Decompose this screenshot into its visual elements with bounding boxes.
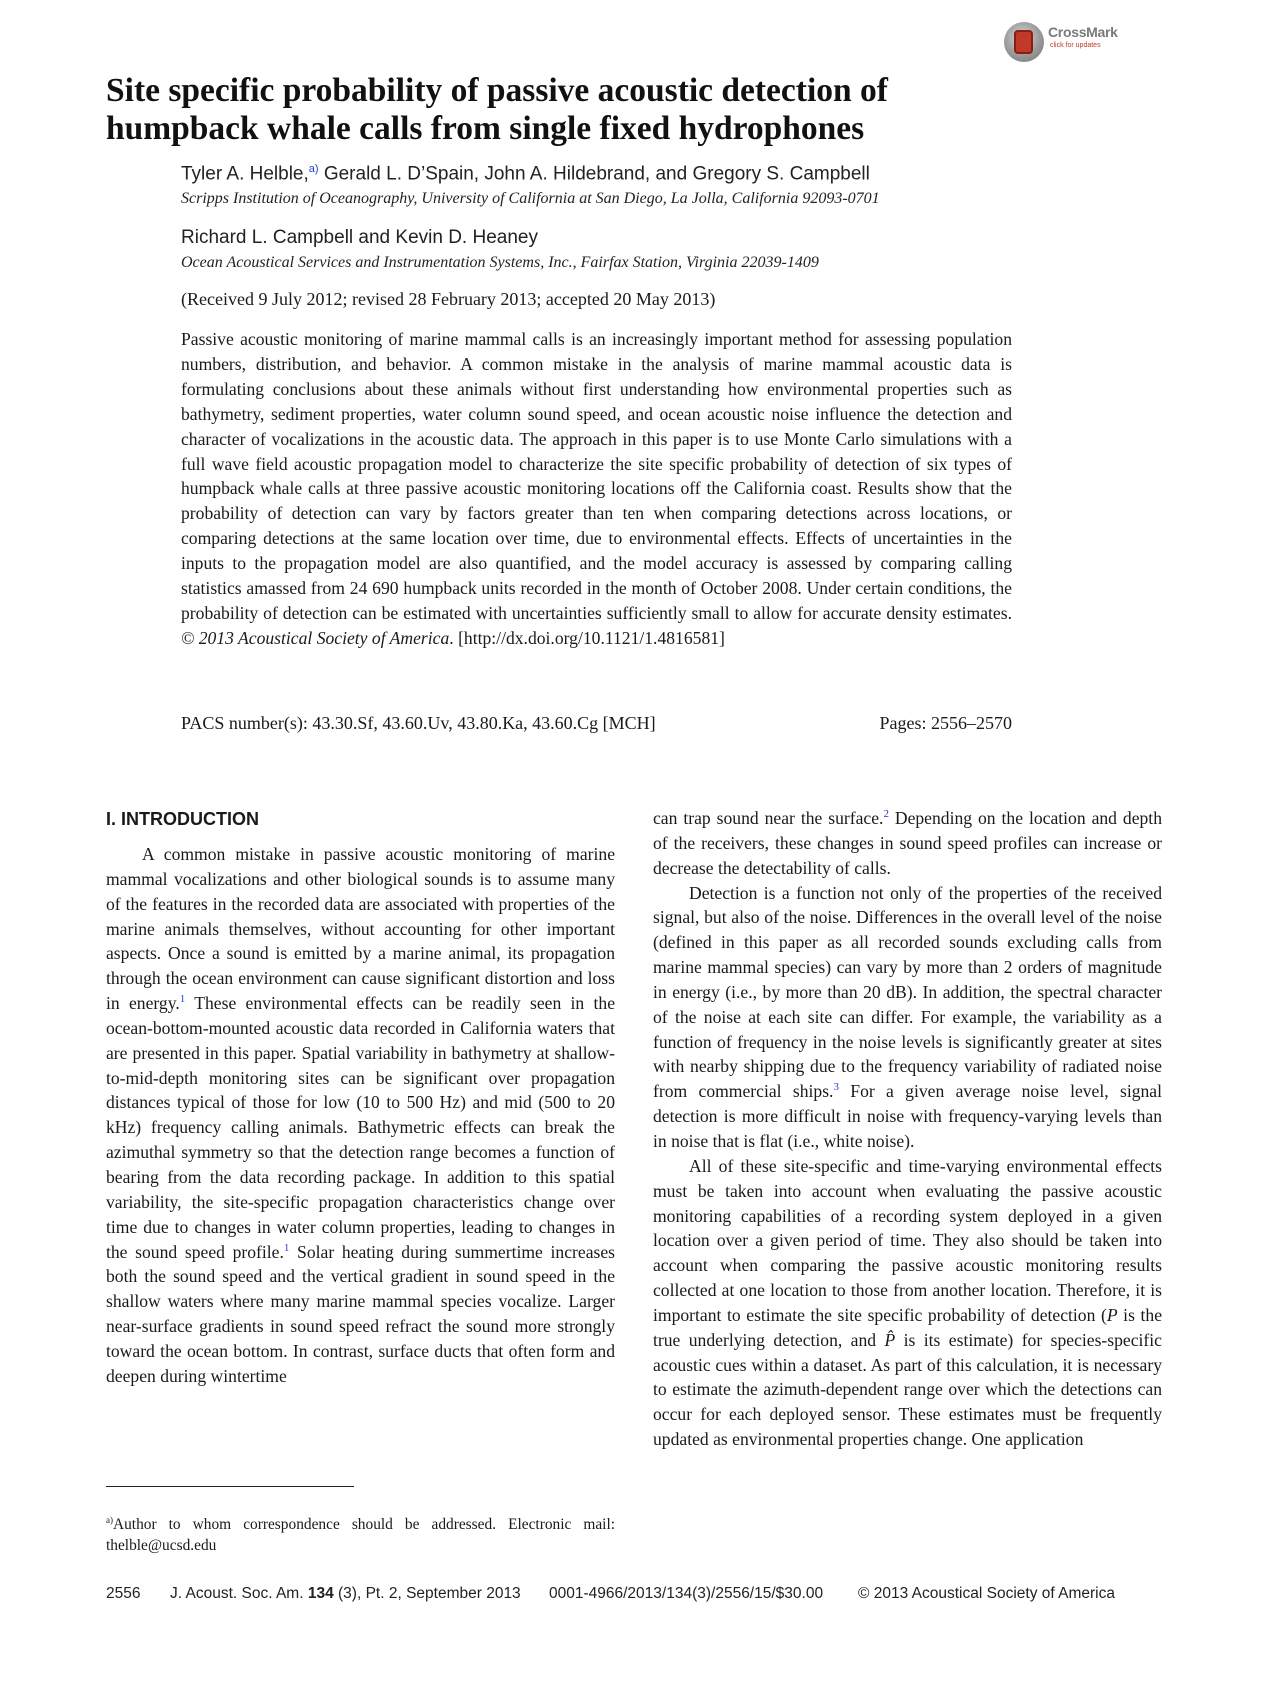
- paragraph-text: Depending on the location and depth of the receivers, these changes in sound speed profiles can increase or decrease the detectability of calls.: [653, 808, 1162, 878]
- author-names-b: Gerald L. D’Spain, John A. Hildebrand, and Gregory S. Campbell: [318, 163, 870, 185]
- section-heading-introduction: I. INTRODUCTION: [106, 809, 259, 829]
- body-column-right: [653, 806, 1162, 1452]
- title-line-1: Site specific probability of passive acoustic detection of: [106, 72, 888, 109]
- received-dates: (Received 9 July 2012; revised 28 February 2013; accepted 20 May 2013): [181, 289, 716, 309]
- journal-citation: [170, 1585, 521, 1603]
- paragraph: [653, 806, 1162, 881]
- crossmark-badge[interactable]: [1004, 18, 1122, 62]
- paragraph-text: A common mistake in passive acoustic monitoring of marine mammal vocalizations and other biological sounds is to assume many of the features in the recorded data are associated with properties of the marine animals themselves, without accounting for other important aspects. Once a sound is emitted by a marine animal, its propagation through the ocean environment can cause significant distortion and loss in energy.: [106, 844, 615, 1014]
- paragraph-text: All of these site-specific and time-varying environmental effects must be taken into account when evaluating the passive acoustic monitoring capabilities of a recording system deployed in a given location over a given period of time. They also should be taken into account when comparing the passive acoustic monitoring results collected at one location to those from another location. Therefore, it is important to estimate the site specific probability of detection (: [653, 1155, 1162, 1325]
- footnote-divider: [106, 1486, 354, 1487]
- reference-link[interactable]: 1: [283, 1241, 290, 1254]
- journal-name: J. Acoust. Soc. Am.: [170, 1585, 308, 1602]
- issn-code: 0001-4966/2013/134(3)/2556/15/$30.00: [549, 1585, 824, 1602]
- affiliation-2: Ocean Acoustical Services and Instrumentation Systems, Inc., Fairfax Station, Virginia 22039-1409: [181, 254, 819, 271]
- reference-link[interactable]: 2: [883, 808, 889, 821]
- paper-title: [106, 72, 1066, 148]
- abstract-text: Passive acoustic monitoring of marine mammal calls is an increasingly important method for assessing population numbers, distribution, and behavior. A common mistake in the analysis of marine mammal acoustic data is formulating conclusions about these animals without first understanding how environmental properties such as bathymetry, sediment properties, water column sound speed, and ocean acoustic noise influence the detection and character of vocalizations in the acoustic data. The approach in this paper is to use Monte Carlo simulations with a full wave field acoustic propagation model to characterize the site specific probability of detection of six types of humpback whale calls at three passive acoustic monitoring locations off the California coast. Results show that the probability of detection can vary by factors greater than ten when comparing detections across locations, or comparing detections at the same location over time, due to environmental effects. Effects of uncertainties in the inputs to the propagation model are also quantified, and the model accuracy is assessed by comparing calling statistics amassed from 24 690 humpback units recorded in the month of October 2008. Under certain conditions, the probability of detection can be estimated with uncertainties sufficiently small to allow for accurate density estimates.: [181, 329, 1012, 623]
- journal-issue: (3), Pt. 2, September 2013: [333, 1585, 521, 1602]
- author-footnote-mark[interactable]: a): [308, 163, 319, 175]
- paragraph-text: Solar heating during summertime increases both the sound speed and the vertical gradient in sound speed in the shallow waters where many marine mammal species vocalize. Larger near-surface gradients in sound speed refract the sound more strongly toward the ocean bottom. In contrast, surface ducts that often form and deepen during wintertime: [106, 1241, 616, 1386]
- math-symbol: P: [1106, 1304, 1118, 1325]
- authors-group-1: [181, 163, 870, 185]
- paragraph: [106, 842, 615, 1389]
- pacs-numbers: PACS number(s): 43.30.Sf, 43.60.Uv, 43.80.Ka, 43.60.Cg [MCH]: [181, 713, 656, 733]
- reference-link[interactable]: 1: [179, 993, 186, 1006]
- reference-link[interactable]: 3: [833, 1081, 839, 1094]
- authors-group-2: Richard L. Campbell and Kevin D. Heaney: [181, 227, 538, 248]
- footer-copyright: © 2013 Acoustical Society of America: [858, 1585, 1115, 1602]
- crossmark-icon: [1004, 22, 1044, 62]
- footnote-text: Author to whom correspondence should be addressed. Electronic mail: thelble@ucsd.edu: [106, 1516, 615, 1555]
- paragraph: [653, 881, 1162, 1154]
- journal-volume: 134: [307, 1585, 334, 1602]
- page-range: Pages: 2556–2570: [879, 713, 1012, 733]
- body-column-left: [106, 842, 615, 1389]
- paragraph-text: can trap sound near the surface.: [653, 808, 884, 828]
- page-number: 2556: [106, 1585, 141, 1602]
- footnote: [106, 1510, 615, 1556]
- paragraph-text: is the true underlying detection, and: [653, 1304, 1162, 1350]
- crossmark-sublabel: click for updates: [1050, 42, 1101, 49]
- title-line-2: humpback whale calls from single fixed hydrophones: [106, 110, 865, 147]
- paragraph: [653, 1154, 1162, 1452]
- abstract: Passive acoustic monitoring of marine mammal calls is an increasingly important method for assessing population numbers, distribution, and behavior. A common mistake in the analysis of marine mammal acoustic data is formulating conclusions about these animals without first understanding how environmental properties such as bathymetry, sediment properties, water column sound speed, and ocean acoustic noise influence the detection and character of vocalizations in the acoustic data. The approach in this paper is to use Monte Carlo simulations with a full wave field acoustic propagation model to characterize the site specific probability of detection of six types of humpback whale calls at three passive acoustic monitoring locations off the California coast. Results show that the probability of detection can vary by factors greater than ten when comparing detections across locations, or comparing detections at the same location over time, due to environmental effects. Effects of uncertainties in the inputs to the propagation model are also quantified, and the model accuracy is assessed by comparing calling statistics amassed from 24 690 humpback units recorded in the month of October 2008. Under certain conditions, the probability of detection can be estimated with uncertainties sufficiently small to allow for accurate density estimates. © 2013 Acoustical Society of America. [http://dx.doi.org/10.1121/1.4816581]: [181, 329, 1012, 648]
- affiliation-1: Scripps Institution of Oceanography, University of California at San Diego, La Jolla, California 92093-0701: [181, 190, 880, 207]
- paragraph-text: is its estimate) for species-specific acoustic cues within a dataset. As part of this calculation, it is necessary to estimate the azimuth-dependent range over which the detections can occur for each deployed sensor. These estimates must be frequently updated as environmental properties change. One application: [653, 1329, 1162, 1450]
- math-symbol: P̂: [884, 1329, 896, 1350]
- paragraph-text: For a given average noise level, signal detection is more difficult in noise with frequency-varying levels than in noise that is flat (i.e., white noise).: [653, 1081, 1163, 1151]
- abstract-doi[interactable]: [http://dx.doi.org/10.1121/1.4816581]: [458, 627, 725, 648]
- paragraph-text: Detection is a function not only of the properties of the received signal, but also of the noise. Differences in the overall level of the noise (defined in this paper as all recorded sounds excluding calls from marine mammal species) can vary by more than 2 orders of magnitude in energy (i.e., by more than 20 dB). In addition, the spectral character of the noise at each site can differ. For example, the variability as a function of frequency in the noise levels is significantly greater at sites with nearby shipping due to the frequency variability of radiated noise from commercial ships.: [653, 882, 1162, 1102]
- footnote-mark: a): [106, 1515, 113, 1525]
- author-names-a: Tyler A. Helble,: [181, 163, 309, 185]
- paragraph-text: These environmental effects can be readily seen in the ocean-bottom-mounted acoustic data recorded in California waters that are presented in this paper. Spatial variability in bathymetry at shallow-to-mid-depth monitoring sites can be significant over propagation distances typical of those for low (10 to 500 Hz) and mid (500 to 20 kHz) frequency calling animals. Bathymetric effects can break the azimuthal symmetry so that the detection range becomes a function of bearing from the data recording package. In addition to this spatial variability, the site-specific propagation characteristics change over time due to changes in water column properties, leading to changes in the sound speed profile.: [106, 993, 616, 1262]
- abstract-copyright: © 2013 Acoustical Society of America: [181, 627, 450, 648]
- crossmark-label: CrossMark: [1048, 24, 1118, 40]
